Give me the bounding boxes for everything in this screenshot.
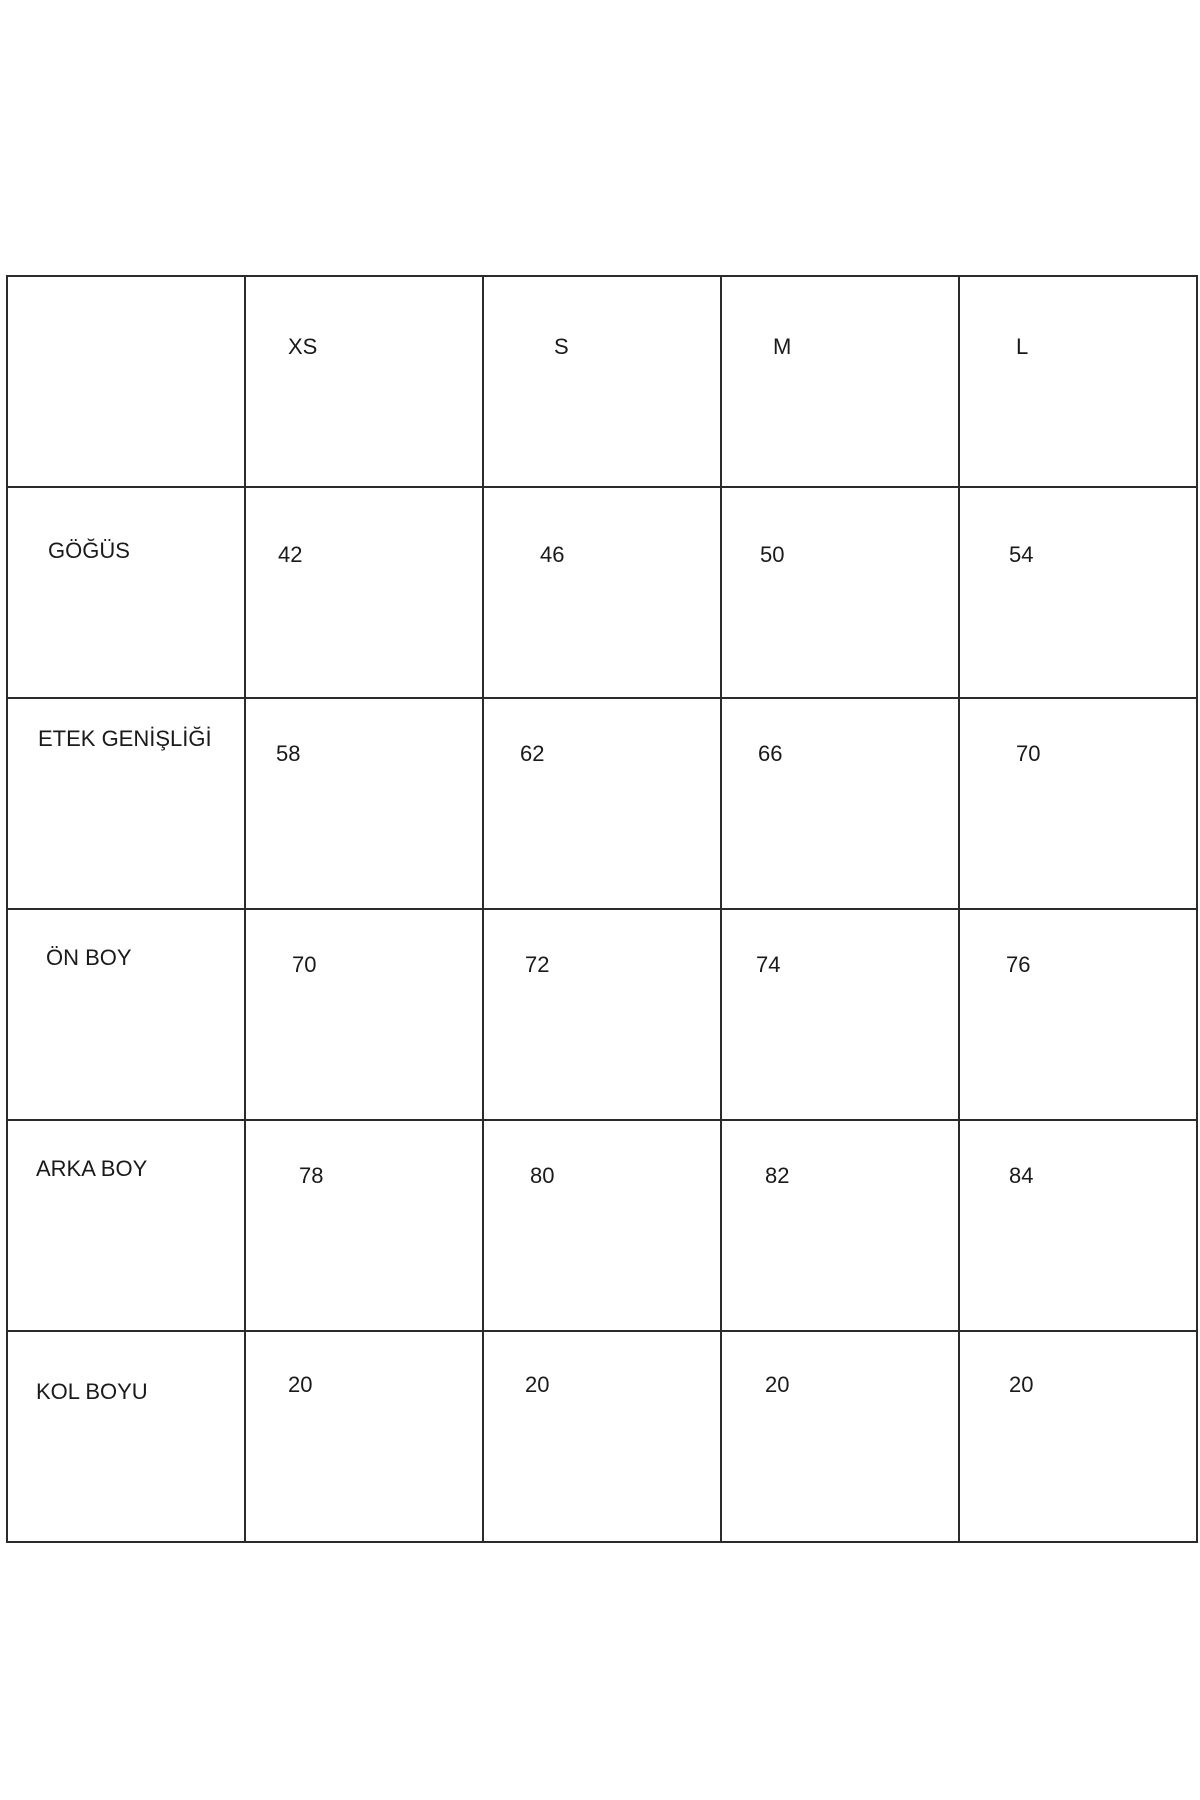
value-text: 58 bbox=[276, 741, 301, 766]
value-cell bbox=[721, 1120, 959, 1331]
row-label: ETEK GENİŞLİĞİ bbox=[38, 726, 212, 751]
value-text: 74 bbox=[756, 952, 781, 977]
value-text: 70 bbox=[1016, 741, 1041, 766]
size-header-cell bbox=[245, 276, 483, 487]
row-label: ARKA BOY bbox=[36, 1156, 148, 1181]
value-cell bbox=[721, 909, 959, 1120]
size-header-cell bbox=[959, 276, 1197, 487]
value-cell bbox=[483, 1331, 721, 1542]
value-text: 66 bbox=[758, 741, 783, 766]
header-row bbox=[7, 276, 1197, 487]
table-row bbox=[7, 698, 1197, 909]
value-text: 20 bbox=[765, 1372, 790, 1397]
value-text: 50 bbox=[760, 542, 785, 567]
value-text: 80 bbox=[530, 1163, 555, 1188]
value-cell bbox=[483, 1120, 721, 1331]
value-cell bbox=[959, 1331, 1197, 1542]
table-row bbox=[7, 487, 1197, 698]
value-text: 62 bbox=[520, 741, 545, 766]
corner-cell bbox=[7, 276, 245, 487]
value-cell bbox=[721, 487, 959, 698]
value-cell bbox=[245, 909, 483, 1120]
value-text: 20 bbox=[525, 1372, 550, 1397]
row-label-cell bbox=[7, 1120, 245, 1331]
table-row bbox=[7, 1120, 1197, 1331]
value-cell bbox=[483, 487, 721, 698]
size-header-cell bbox=[483, 276, 721, 487]
value-text: 82 bbox=[765, 1163, 790, 1188]
size-header-xs: XS bbox=[288, 334, 318, 359]
value-cell bbox=[245, 1331, 483, 1542]
table-row bbox=[7, 909, 1197, 1120]
row-label-cell bbox=[7, 487, 245, 698]
value-text: 46 bbox=[540, 542, 565, 567]
row-label: KOL BOYU bbox=[36, 1379, 148, 1404]
value-cell bbox=[959, 698, 1197, 909]
size-chart-table bbox=[6, 275, 1198, 1543]
size-header-cell bbox=[721, 276, 959, 487]
value-cell bbox=[959, 487, 1197, 698]
value-text: 42 bbox=[278, 542, 303, 567]
row-label: ÖN BOY bbox=[46, 945, 132, 970]
row-label-cell bbox=[7, 909, 245, 1120]
size-header-s: S bbox=[554, 334, 569, 359]
value-cell bbox=[245, 487, 483, 698]
value-text: 72 bbox=[525, 952, 550, 977]
value-cell bbox=[245, 698, 483, 909]
value-text: 84 bbox=[1009, 1163, 1034, 1188]
value-text: 76 bbox=[1006, 952, 1031, 977]
value-cell bbox=[959, 1120, 1197, 1331]
table-row bbox=[7, 1331, 1197, 1542]
value-text: 20 bbox=[1009, 1372, 1034, 1397]
size-header-l: L bbox=[1016, 334, 1029, 359]
row-label-cell bbox=[7, 698, 245, 909]
value-cell bbox=[721, 698, 959, 909]
row-label: GÖĞÜS bbox=[48, 538, 130, 563]
value-text: 78 bbox=[299, 1163, 324, 1188]
value-cell bbox=[721, 1331, 959, 1542]
value-text: 20 bbox=[288, 1372, 313, 1397]
row-label-cell bbox=[7, 1331, 245, 1542]
value-cell bbox=[959, 909, 1197, 1120]
size-header-m: M bbox=[773, 334, 792, 359]
value-cell bbox=[245, 1120, 483, 1331]
value-cell bbox=[483, 909, 721, 1120]
value-text: 54 bbox=[1009, 542, 1034, 567]
value-text: 70 bbox=[292, 952, 317, 977]
value-cell bbox=[483, 698, 721, 909]
